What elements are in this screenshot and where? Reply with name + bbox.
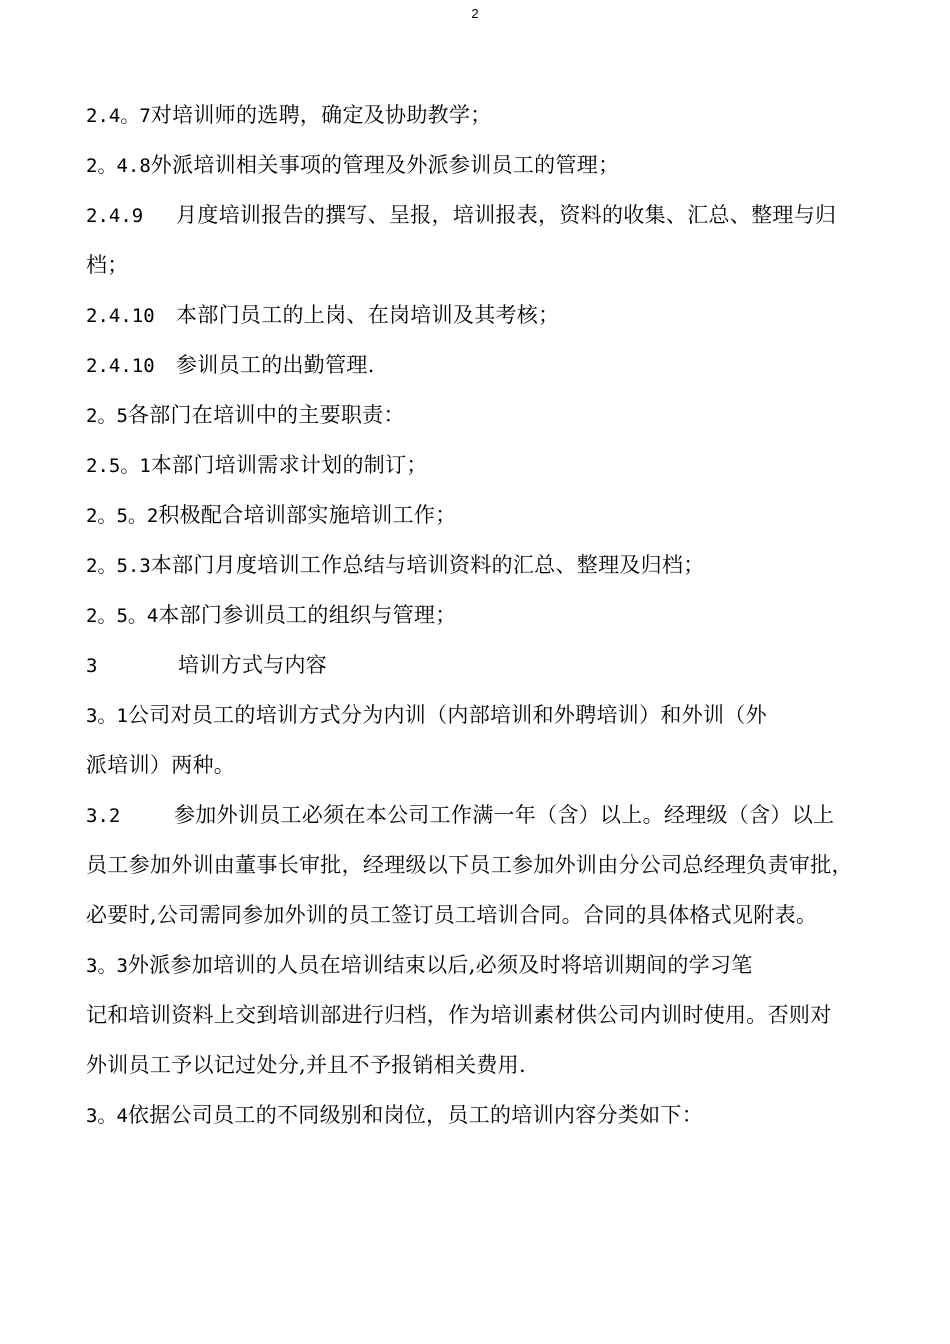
section-number: 2.4。7 [86,105,151,127]
section-heading [86,648,886,698]
line-text: 公司对员工的培训方式分为内训（内部培训和外聘培训）和外训（外 [127,703,767,727]
line-text: 必要时,公司需同参加外训的员工签订员工培训合同。合同的具体格式见附表。 [86,903,818,927]
section-number: 2。4.8 [86,155,151,177]
line-text: 本部门月度培训工作总结与培训资料的汇总、整理及归档； [150,553,705,577]
line-text: 员工参加外训由董事长审批，经理级以下员工参加外训由分公司总经理负责审批， [86,853,853,877]
paragraph-line [86,1098,886,1148]
line-text: 本部门参训员工的组织与管理； [158,603,457,627]
section-number: 2.4.9 [86,205,144,227]
paragraph-line [86,548,886,598]
section-number: 2.5。1 [86,455,151,477]
paragraph-line [86,198,886,248]
section-number: 2.4.10 [86,305,155,327]
line-text: 依据公司员工的不同级别和岗位，员工的培训内容分类如下： [127,1103,703,1127]
line-text: 派培训）两种。 [86,753,236,777]
page-number: 2 [471,6,479,21]
section-number: 3。4 [86,1105,128,1127]
line-text: 档； [86,253,129,277]
line-text: 外派培训相关事项的管理及外派参训员工的管理； [150,153,620,177]
section-number: 2.4.10 [86,355,155,377]
section-number: 2。5.3 [86,555,151,577]
section-number: 2。5。4 [86,605,159,627]
paragraph-line [86,448,886,498]
section-number: 3 [86,655,98,677]
section-number: 2。5 [86,405,128,427]
line-text: 积极配合培训部实施培训工作； [158,503,457,527]
paragraph-line [86,98,886,148]
paragraph-line [86,848,886,898]
paragraph-line [86,348,886,398]
line-text: 对培训师的选聘，确定及协助教学； [150,103,492,127]
line-text: 本部门培训需求计划的制订； [150,453,428,477]
line-text: 各部门在培训中的主要职责： [127,403,405,427]
section-number: 3。3 [86,955,128,977]
paragraph-line [86,798,886,848]
line-text: 培训方式与内容 [178,653,328,677]
line-text: 外训员工予以记过处分,并且不予报销相关费用. [86,1053,526,1077]
line-text: 记和培训资料上交到培训部进行归档，作为培训素材供公司内训时使用。否则对 [86,1003,832,1027]
paragraph-line [86,298,886,348]
paragraph-line [86,598,886,648]
paragraph-line [86,998,886,1048]
document-body [86,98,886,1148]
paragraph-line [86,898,886,948]
paragraph-line [86,698,886,748]
section-number: 3。1 [86,705,128,727]
section-number: 3.2 [86,805,121,827]
paragraph-line [86,748,886,798]
line-text: 月度培训报告的撰写、呈报，培训报表，资料的收集、汇总、整理与归 [176,203,837,227]
paragraph-line [86,498,886,548]
line-text: 参加外训员工必须在本公司工作满一年（含）以上。经理级（含）以上 [174,803,835,827]
line-text: 本部门员工的上岗、在岗培训及其考核； [176,303,560,327]
paragraph-line [86,148,886,198]
paragraph-line [86,1048,886,1098]
section-heading [86,398,886,448]
line-text: 参训员工的出勤管理. [176,353,375,377]
paragraph-line [86,248,886,298]
section-number: 2。5。2 [86,505,159,527]
line-text: 外派参加培训的人员在培训结束以后,必须及时将培训期间的学习笔 [127,953,753,977]
paragraph-line [86,948,886,998]
